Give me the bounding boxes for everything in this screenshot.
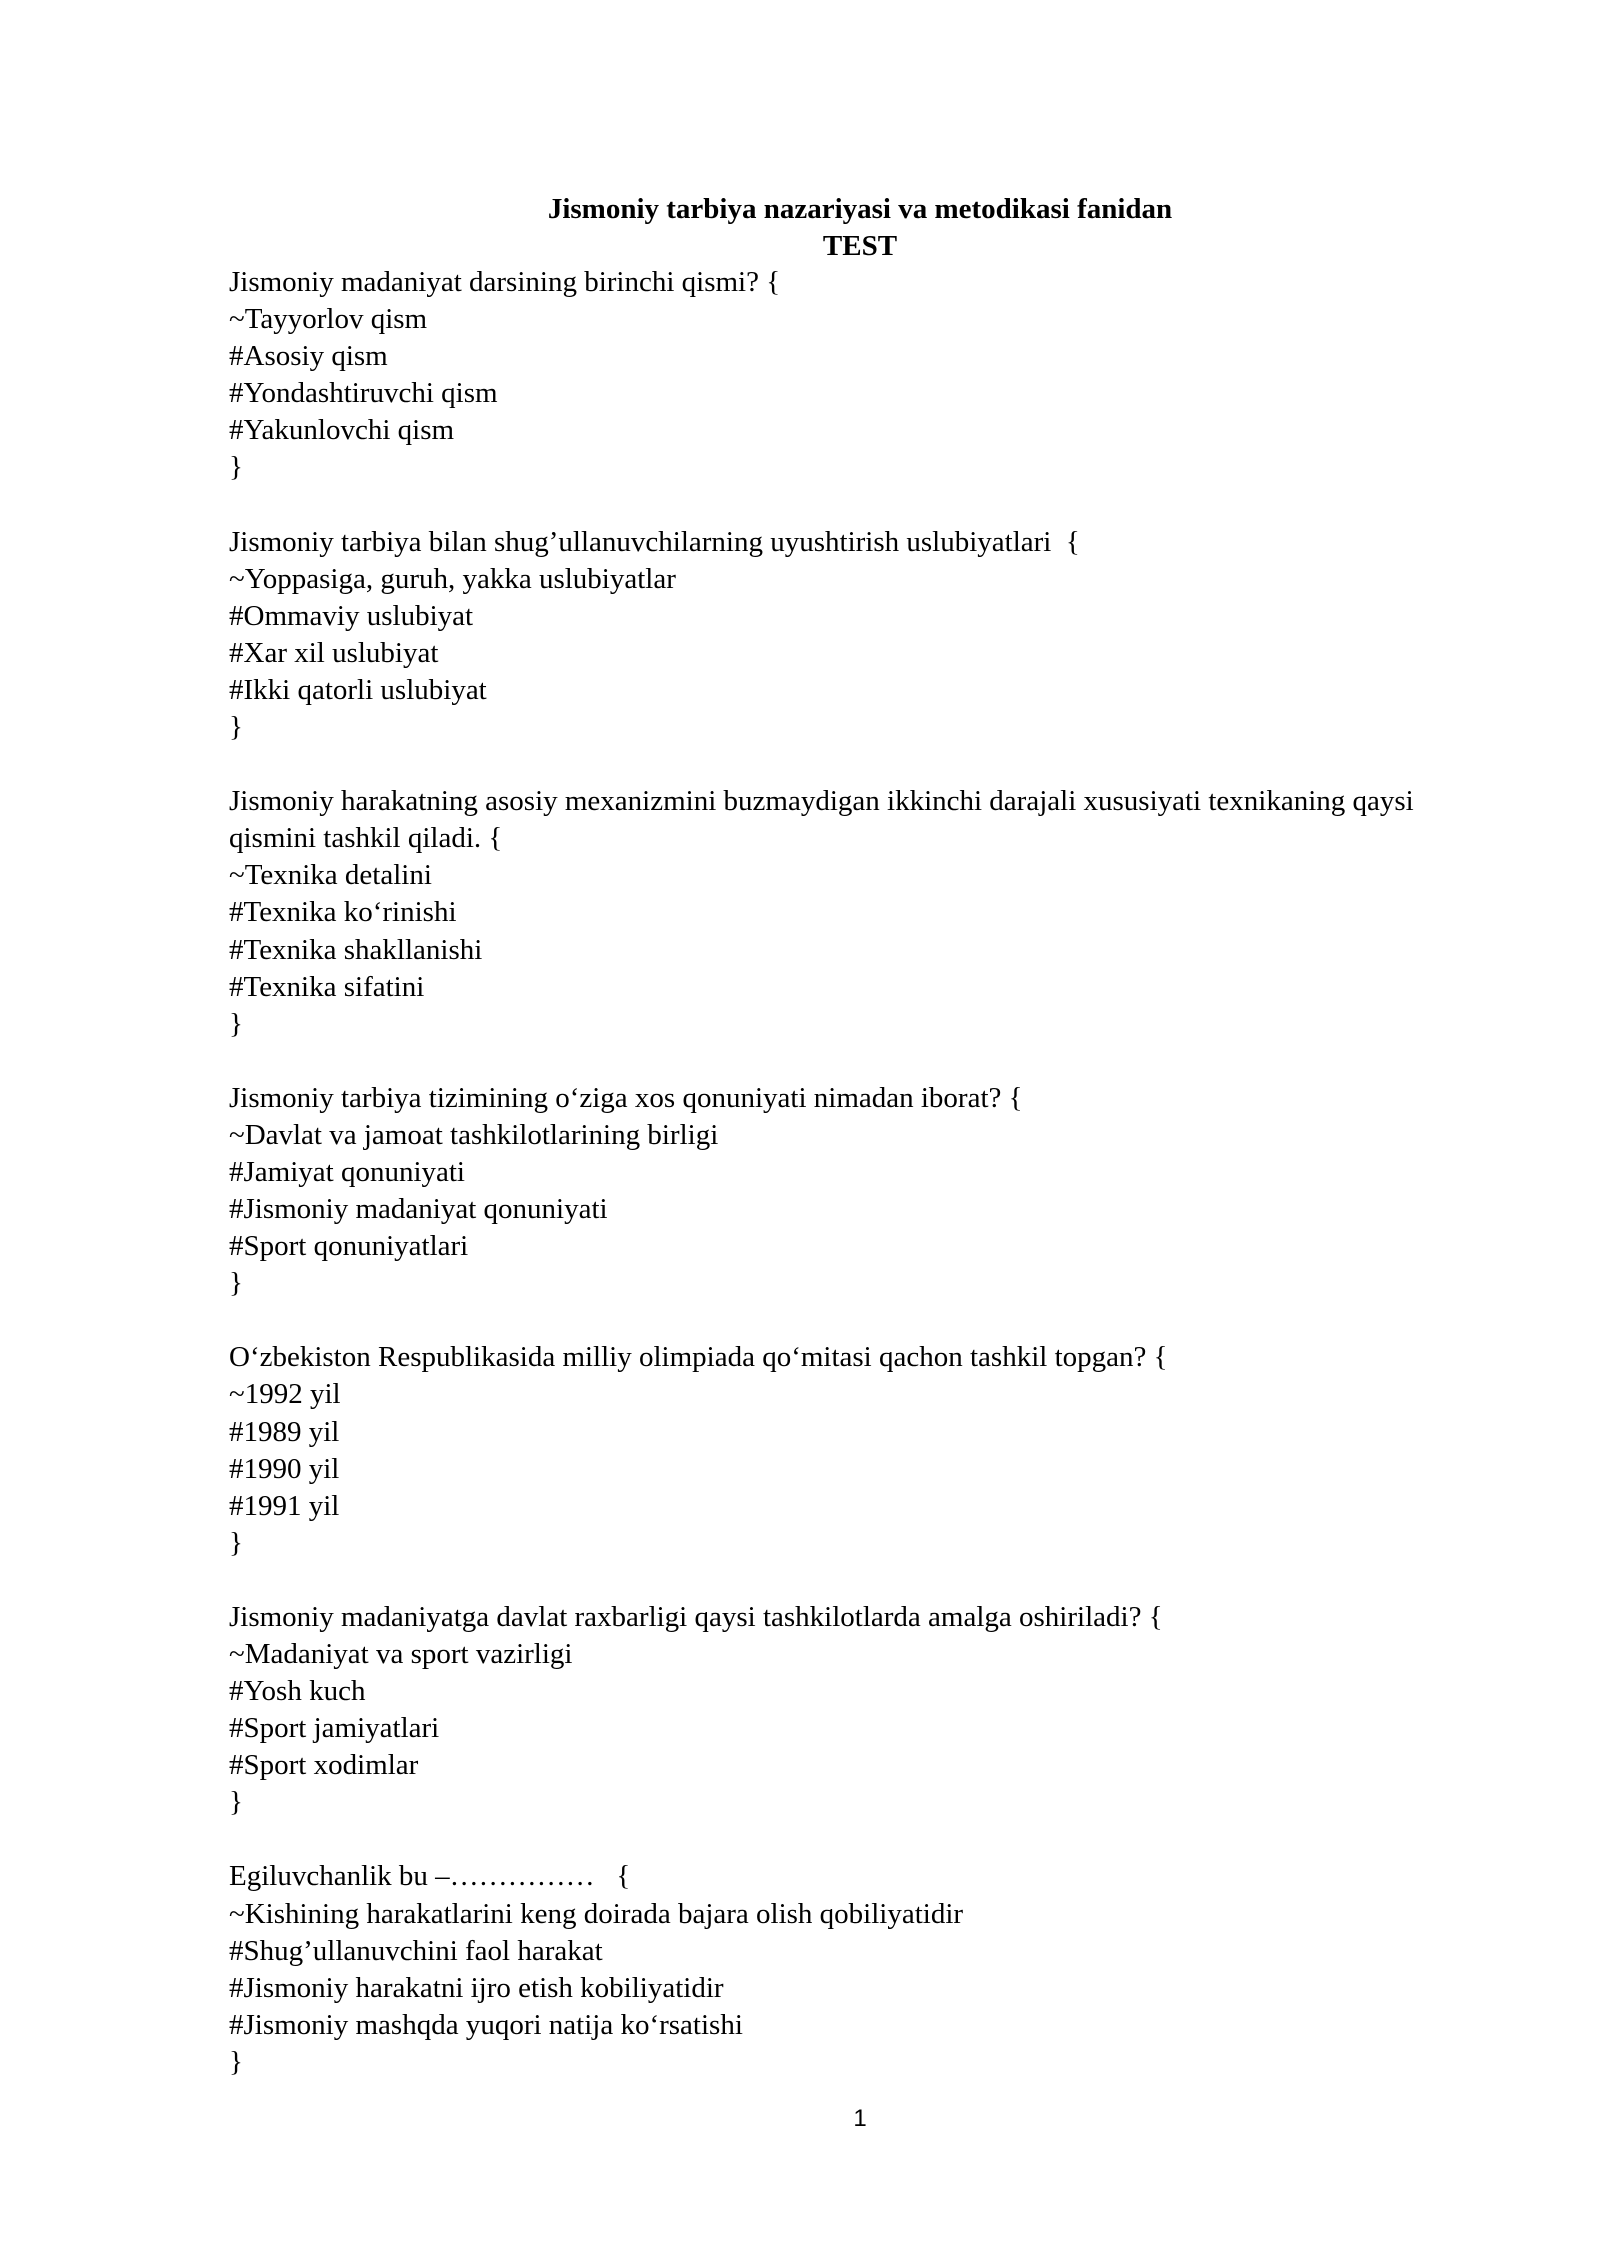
correct-answer: ~1992 yil [229,1378,341,1411]
answer-option: #Xar xil uslubiyat [229,636,439,669]
question-text: Jismoniy tarbiya bilan shug’ullanuvchilarning uyushtirish uslubiyatlari { [229,525,1080,558]
answer-option: #Texnika shakllanishi [229,933,483,966]
answer-option: #Ikki qatorli uslubiyat [229,673,487,706]
answer-option: #Sport jamiyatlari [229,1712,440,1745]
question-block-2 [229,524,1489,747]
answer-option: #Sport xodimlar [229,1749,419,1782]
closing-brace: } [229,2045,243,2078]
closing-brace: } [229,1267,243,1300]
question-block-4 [229,1080,1489,1303]
correct-answer: ~Madaniyat va sport vazirligi [229,1638,573,1670]
question-block-1 [229,264,1489,487]
answer-option: #Texnika sifatini [229,970,425,1003]
answer-option: #Yondashtiruvchi qism [229,377,498,410]
question-block-7 [229,1858,1489,2081]
closing-brace: } [229,1526,243,1559]
answer-option: #Jamiyat qonuniyati [229,1155,465,1188]
question-text: Jismoniy madaniyatga davlat raxbarligi qaysi tashkilotlarda amalga oshiriladi? { [229,1600,1163,1633]
answer-option: #Yakunlovchi qism [229,414,455,447]
answer-option: #Asosiy qism [229,340,388,373]
answer-option: #1989 yil [229,1415,340,1448]
question-text: Jismoniy harakatning asosiy mexanizmini buzmaydigan ikkinchi darajali xususiyati texnikaning qaysi qismini tashkil qiladi. { [229,785,1421,855]
correct-answer: ~Tayyorlov qism [229,303,428,336]
answer-option: #1991 yil [229,1489,340,1522]
answer-option: #Shug’ullanuvchini faol harakat [229,1934,603,1967]
question-text: Jismoniy madaniyat darsining birinchi qismi? { [229,266,781,298]
answer-option: #Jismoniy harakatni ijro etish kobiliyatidir [229,1971,724,2004]
test-question-list [229,264,1489,2118]
closing-brace: } [229,711,243,744]
question-text: Egiluvchanlik bu –…………… { [229,1860,631,1893]
answer-option: #1990 yil [229,1452,340,1485]
document-subtitle: TEST [822,230,898,262]
page-number: 1 [853,2105,867,2132]
answer-option: #Jismoniy madaniyat qonuniyati [229,1193,608,1226]
question-block-3 [229,783,1489,1043]
correct-answer: ~Kishining harakatlarini keng doirada bajara olish qobiliyatidir [229,1897,964,1930]
correct-answer: ~Yoppasiga, guruh, yakka uslubiyatlar [229,562,676,595]
answer-option: #Jismoniy mashqda yuqori natija ko‘rsatishi [229,2008,743,2041]
question-block-5 [229,1339,1489,1562]
closing-brace: } [229,1786,243,1819]
question-block-6 [229,1599,1489,1822]
correct-answer: ~Davlat va jamoat tashkilotlarining birligi [229,1118,719,1151]
closing-brace: } [229,1007,243,1040]
correct-answer: ~Texnika detalini [229,859,432,892]
question-text: O‘zbekiston Respublikasida milliy olimpiada qo‘mitasi qachon tashkil topgan? { [229,1341,1168,1374]
document-title: Jismoniy tarbiya nazariyasi va metodikasi fanidan [547,193,1173,225]
answer-option: #Ommaviy uslubiyat [229,599,474,632]
answer-option: #Yosh kuch [229,1675,366,1708]
answer-option: #Sport qonuniyatlari [229,1230,469,1263]
answer-option: #Texnika ko‘rinishi [229,896,457,929]
closing-brace: } [229,451,243,484]
question-text: Jismoniy tarbiya tizimining o‘ziga xos qonuniyati nimadan iborat? { [229,1081,1023,1114]
